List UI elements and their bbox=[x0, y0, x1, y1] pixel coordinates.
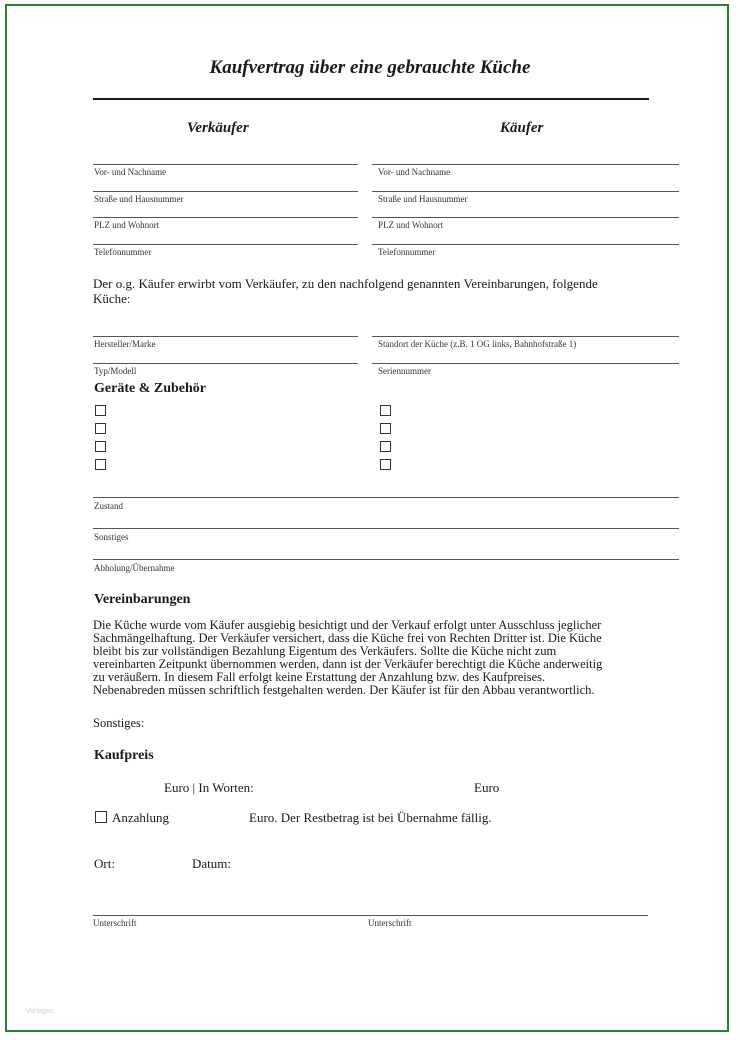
watermark: Vorlagen bbox=[26, 1008, 54, 1015]
seller-city-line[interactable] bbox=[93, 217, 358, 218]
buyer-street-line[interactable] bbox=[372, 191, 679, 192]
serial-line[interactable] bbox=[372, 363, 679, 364]
agreements-line: Die Küche wurde vom Käufer ausgiebig besichtigt und der Verkauf erfolgt unter Ausschluss jeglicher bbox=[93, 618, 602, 632]
deposit-text: Euro. Der Restbetrag ist bei Übernahme fällig. bbox=[249, 810, 492, 825]
appliance-checkbox-left-2[interactable] bbox=[95, 423, 106, 434]
agreements-line: bleibt bis zur vollständigen Bezahlung Eigentum des Verkäufers. Sollte die Küche nicht zum bbox=[93, 644, 557, 658]
price-heading: Kaufpreis bbox=[94, 748, 154, 763]
document-title: Kaufvertrag über eine gebrauchte Küche bbox=[209, 57, 531, 78]
price-words-label: Euro | In Worten: bbox=[164, 780, 254, 795]
agreements-heading: Vereinbarungen bbox=[94, 592, 191, 607]
misc-label: Sonstiges: bbox=[93, 716, 145, 730]
agreements-line: zu veräußern. In diesem Fall erfolgt keine Erstattung der Anzahlung bzw. des Kaufpreises. bbox=[93, 670, 546, 684]
agreements-text bbox=[93, 619, 646, 697]
page-border bbox=[5, 4, 729, 1032]
seller-name-line[interactable] bbox=[93, 164, 358, 165]
misc-field-label: Sonstiges bbox=[94, 532, 129, 542]
pickup-line[interactable] bbox=[93, 559, 679, 560]
appliance-checkbox-right-1[interactable] bbox=[380, 405, 391, 416]
seller-phone-label: Telefonnummer bbox=[94, 247, 152, 257]
agreements-line: Sachmängelhaftung. Der Verkäufer versichert, dass die Küche frei von Rechten Dritter ist. Die Küche bbox=[93, 631, 602, 645]
buyer-city-line[interactable] bbox=[372, 217, 679, 218]
price-euro-label: Euro bbox=[474, 780, 500, 795]
place-label: Ort: bbox=[94, 856, 115, 871]
seller-heading: Verkäufer bbox=[187, 120, 249, 136]
location-line[interactable] bbox=[372, 336, 679, 337]
deposit-checkbox[interactable] bbox=[95, 811, 107, 823]
serial-label: Seriennummer bbox=[378, 366, 431, 376]
appliances-heading: Geräte & Zubehör bbox=[94, 381, 206, 396]
buyer-phone-line[interactable] bbox=[372, 244, 679, 245]
agreements-line: vereinbarten Zeitpunkt übernommen werden, dann ist der Verkäufer berechtigt die Küche anderweitig bbox=[93, 657, 603, 671]
buyer-name-line[interactable] bbox=[372, 164, 679, 165]
seller-city-label: PLZ und Wohnort bbox=[94, 220, 160, 230]
agreements-line: Nebenabreden müssen schriftlich festgehalten werden. Der Käufer ist für den Abbau verantwortlich. bbox=[93, 683, 595, 697]
appliance-checkbox-right-2[interactable] bbox=[380, 423, 391, 434]
appliance-checkbox-left-1[interactable] bbox=[95, 405, 106, 416]
buyer-name-label: Vor- und Nachname bbox=[378, 167, 451, 177]
seller-street-line[interactable] bbox=[93, 191, 358, 192]
buyer-city-label: PLZ und Wohnort bbox=[378, 220, 444, 230]
buyer-street-label: Straße und Hausnummer bbox=[378, 194, 468, 204]
appliance-checkbox-right-4[interactable] bbox=[380, 459, 391, 470]
title-underline bbox=[93, 98, 649, 100]
misc-line[interactable] bbox=[93, 528, 679, 529]
condition-label: Zustand bbox=[94, 501, 123, 511]
seller-phone-line[interactable] bbox=[93, 244, 358, 245]
model-line[interactable] bbox=[93, 363, 358, 364]
condition-line[interactable] bbox=[93, 497, 679, 498]
buyer-phone-label: Telefonnummer bbox=[378, 247, 436, 257]
pickup-label: Abholung/Übernahme bbox=[94, 563, 175, 573]
appliance-checkbox-left-3[interactable] bbox=[95, 441, 106, 452]
location-label: Standort der Küche (z.B. 1 OG links, Bahnhofstraße 1) bbox=[378, 339, 577, 349]
signature-line[interactable] bbox=[93, 915, 648, 916]
seller-name-label: Vor- und Nachname bbox=[94, 167, 167, 177]
model-label: Typ/Modell bbox=[94, 366, 137, 376]
brand-line[interactable] bbox=[93, 336, 358, 337]
intro-text: Der o.g. Käufer erwirbt vom Verkäufer, zu den nachfolgend genannten Vereinbarungen, folgende Küche: bbox=[93, 276, 598, 306]
buyer-heading: Käufer bbox=[500, 120, 544, 136]
appliance-checkbox-right-3[interactable] bbox=[380, 441, 391, 452]
seller-street-label: Straße und Hausnummer bbox=[94, 194, 184, 204]
brand-label: Hersteller/Marke bbox=[94, 339, 156, 349]
date-label: Datum: bbox=[192, 856, 231, 871]
deposit-label: Anzahlung bbox=[112, 810, 170, 825]
signature-right-label: Unterschrift bbox=[368, 918, 412, 928]
appliance-checkbox-left-4[interactable] bbox=[95, 459, 106, 470]
signature-left-label: Unterschrift bbox=[93, 918, 137, 928]
